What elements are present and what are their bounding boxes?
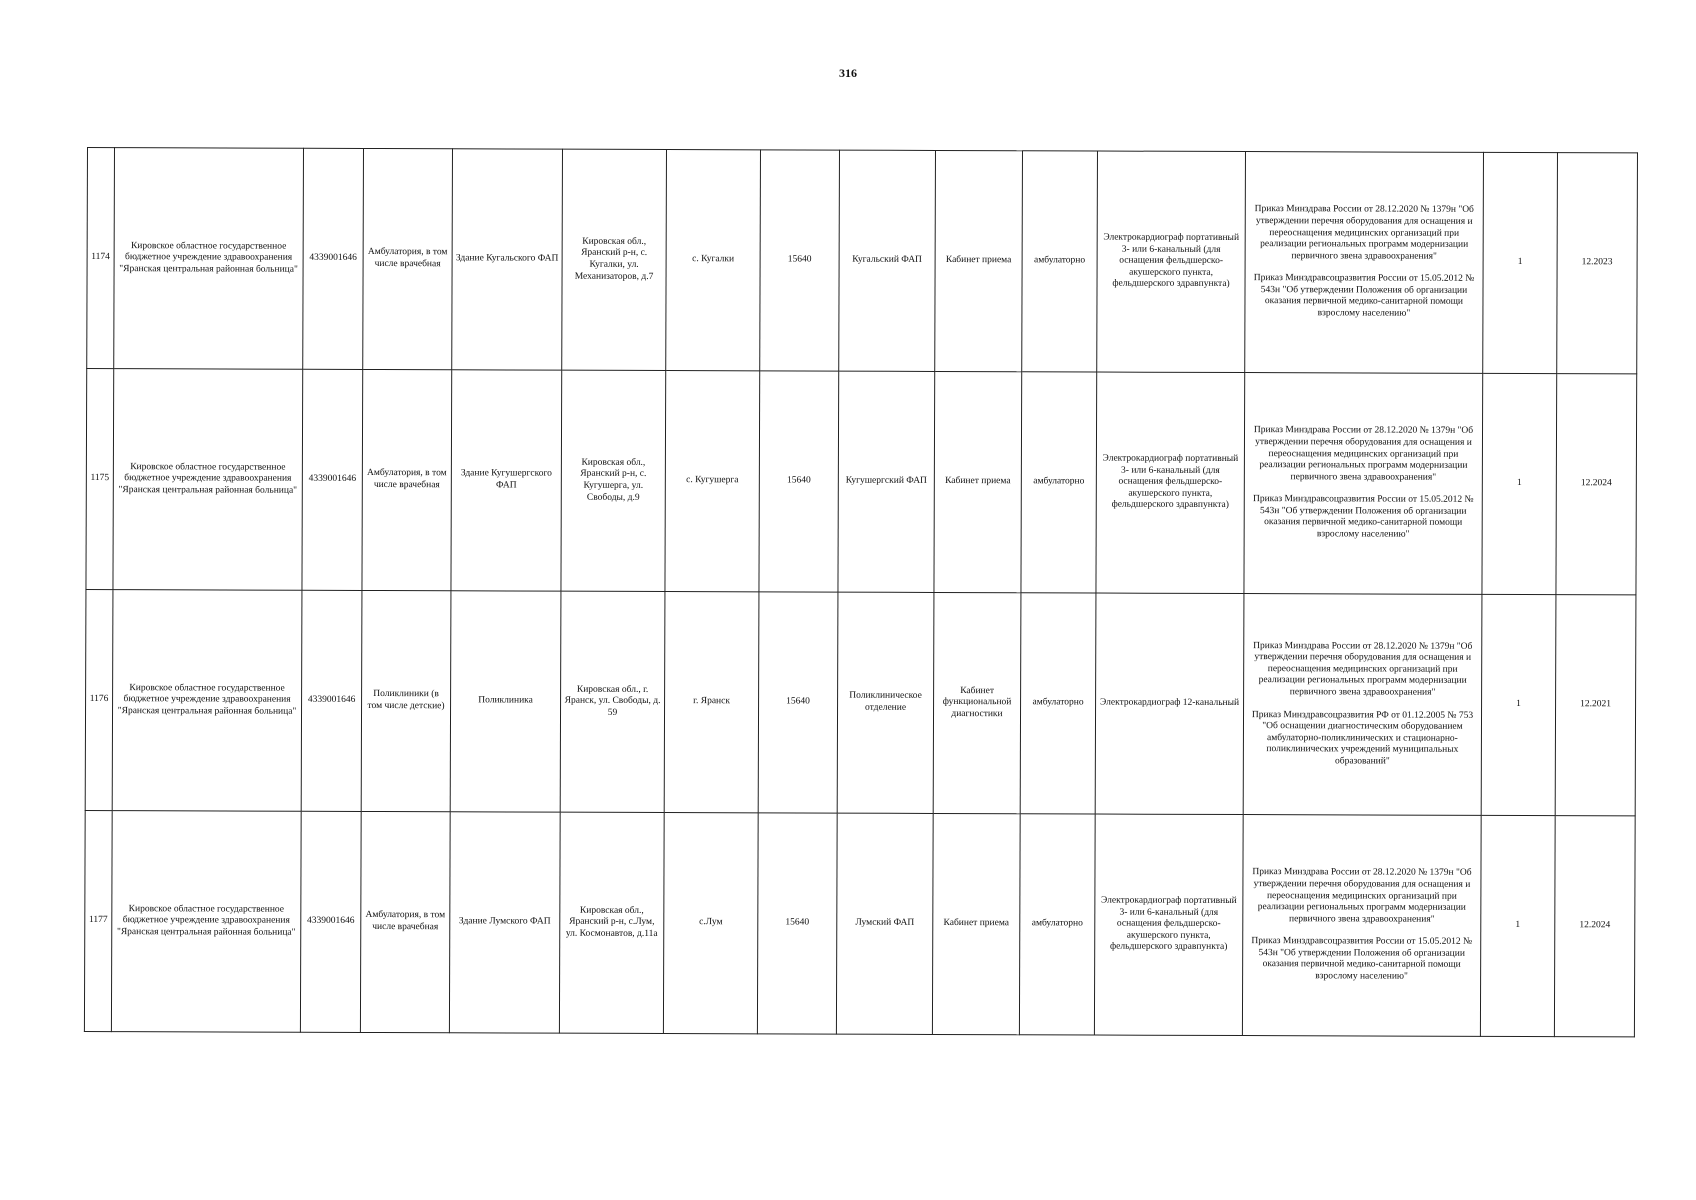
date-cell: 12.2024 bbox=[1556, 374, 1637, 595]
code-cell: 15640 bbox=[758, 592, 838, 813]
quantity-cell: 1 bbox=[1480, 815, 1555, 1036]
regulation-cell bbox=[1245, 152, 1484, 374]
organization-name: Кировское областное государственное бюджетное учреждение здравоохранения "Яранская центральная районная больница" bbox=[113, 369, 303, 591]
row-number: 1174 bbox=[87, 148, 115, 369]
regulation-cell bbox=[1242, 815, 1481, 1037]
code-cell: 15640 bbox=[757, 813, 837, 1034]
facility-type: Поликлиники (в том числе детские) bbox=[361, 590, 451, 811]
building-name: Здание Лумского ФАП bbox=[449, 812, 560, 1033]
organization-name: Кировское областное государственное бюджетное учреждение здравоохранения "Яранская центральная районная больница" bbox=[111, 811, 301, 1033]
equipment-name: Электрокардиограф портативный 3- или 6-канальный (для оснащения фельдшерско-акушерского пункта, фельдшерского здравпункта) bbox=[1097, 151, 1246, 373]
locality-cell: с. Кугушерга bbox=[665, 371, 760, 592]
equipment-name: Электрокардиограф 12-канальный bbox=[1095, 593, 1244, 815]
regulation-primary: Приказ Минздрава России от 28.12.2020 № 1379н "Об утверждении перечня оборудования для оснащения и переоснащения медицинских организаций при реализации региональных программ модернизации первичного звена здравоохранения" bbox=[1253, 640, 1473, 698]
date-cell: 12.2023 bbox=[1557, 153, 1638, 374]
regulation-cell bbox=[1243, 594, 1482, 816]
locality-cell: г. Яранск bbox=[664, 592, 759, 813]
organization-name: Кировское областное государственное бюджетное учреждение здравоохранения "Яранская центральная районная больница" bbox=[114, 148, 304, 370]
table-row bbox=[85, 589, 1636, 815]
equipment-name: Электрокардиограф портативный 3- или 6-канальный (для оснащения фельдшерско-акушерского пункта, фельдшерского здравпункта) bbox=[1094, 814, 1243, 1036]
inn-cell: 4339001646 bbox=[300, 811, 361, 1032]
regulation-primary: Приказ Минздрава России от 28.12.2020 № 1379н "Об утверждении перечня оборудования для оснащения и переоснащения медицинских организаций при реализации региональных программ модернизации первичного звена здравоохранения" bbox=[1252, 867, 1472, 925]
unit-name: Кугальский ФАП bbox=[839, 150, 936, 371]
room-name: Кабинет приема bbox=[932, 813, 1020, 1034]
table-row bbox=[87, 148, 1638, 374]
locality-cell: с. Кугалки bbox=[666, 150, 761, 371]
regulation-secondary: Приказ Минздравсоцразвития России от 15.05.2012 № 543н "Об утверждении Положения об организации оказания первичной медико-санитарной помощи взрослому населению" bbox=[1251, 936, 1473, 982]
code-cell: 15640 bbox=[759, 371, 839, 592]
room-name: Кабинет приема bbox=[935, 150, 1023, 371]
address-cell: Кировская обл., Яранский р-н, с. Кугушерга, ул. Свободы, д.9 bbox=[561, 370, 666, 591]
table-row bbox=[86, 369, 1637, 595]
unit-name: Лумский ФАП bbox=[836, 813, 933, 1034]
regulation-secondary: Приказ Минздравсоцразвития РФ от 01.12.2005 № 753 "Об оснащении диагностическим оборудованием амбулаторно-поликлинических и стационарно-поликлинических учреждений муниципальных образований" bbox=[1251, 709, 1474, 767]
date-cell: 12.2021 bbox=[1555, 595, 1636, 816]
facility-type: Амбулатория, в том числе врачебная bbox=[363, 148, 453, 369]
regulation-primary: Приказ Минздрава России от 28.12.2020 № 1379н "Об утверждении перечня оборудования для оснащения и переоснащения медицинских организаций при реализации региональных программ модернизации первичного звена здравоохранения" bbox=[1253, 425, 1474, 483]
regulation-cell bbox=[1244, 373, 1483, 595]
equipment-name: Электрокардиограф портативный 3- или 6-канальный (для оснащения фельдшерско-акушерского пункта, фельдшерского здравпункта) bbox=[1096, 372, 1245, 594]
page-number: 316 bbox=[839, 66, 857, 80]
building-name: Поликлиника bbox=[450, 591, 561, 812]
code-cell: 15640 bbox=[760, 150, 840, 371]
date-cell: 12.2024 bbox=[1554, 816, 1635, 1037]
inn-cell: 4339001646 bbox=[301, 590, 362, 811]
address-cell: Кировская обл., Яранский р-н, с. Кугалки, ул. Механизаторов, д.7 bbox=[562, 149, 667, 370]
equipment-table bbox=[84, 147, 1638, 1037]
regulation-primary: Приказ Минздрава России от 28.12.2020 № 1379н "Об утверждении перечня оборудования для оснащения и переоснащения медицинских организаций при реализации региональных программ модернизации первичного звена здравоохранения" bbox=[1254, 204, 1474, 262]
address-cell: Кировская обл., Яранский р-н, с.Лум, ул. Космонавтов, д.11а bbox=[559, 812, 664, 1033]
quantity-cell: 1 bbox=[1481, 594, 1556, 815]
locality-cell: с.Лум bbox=[663, 813, 758, 1034]
inn-cell: 4339001646 bbox=[302, 369, 363, 590]
row-number: 1177 bbox=[84, 810, 112, 1031]
care-type: амбулаторно bbox=[1021, 372, 1097, 593]
regulation-secondary: Приказ Минздравсоцразвития России от 15.05.2012 № 543н "Об утверждении Положения об организации оказания первичной медико-санитарной помощи взрослому населению" bbox=[1253, 273, 1475, 319]
unit-name: Кугушергский ФАП bbox=[838, 371, 935, 592]
unit-name: Поликлиническое отделение bbox=[837, 592, 934, 813]
room-name: Кабинет приема bbox=[934, 371, 1022, 592]
care-type: амбулаторно bbox=[1019, 814, 1095, 1035]
address-cell: Кировская обл., г. Яранск, ул. Свободы, д. 59 bbox=[560, 591, 665, 812]
row-number: 1175 bbox=[86, 369, 114, 590]
care-type: амбулаторно bbox=[1022, 151, 1098, 372]
quantity-cell: 1 bbox=[1482, 373, 1557, 594]
organization-name: Кировское областное государственное бюджетное учреждение здравоохранения "Яранская центральная районная больница" bbox=[112, 590, 302, 812]
regulation-secondary: Приказ Минздравсоцразвития России от 15.05.2012 № 543н "Об утверждении Положения об организации оказания первичной медико-санитарной помощи взрослому населению" bbox=[1252, 494, 1474, 540]
row-number: 1176 bbox=[85, 589, 113, 810]
facility-type: Амбулатория, в том числе врачебная bbox=[362, 369, 452, 590]
room-name: Кабинет функциональной диагностики bbox=[933, 592, 1021, 813]
care-type: амбулаторно bbox=[1020, 593, 1096, 814]
building-name: Здание Кугушергского ФАП bbox=[451, 370, 562, 591]
facility-type: Амбулатория, в том числе врачебная bbox=[360, 811, 450, 1032]
quantity-cell: 1 bbox=[1483, 152, 1558, 373]
table-row bbox=[84, 810, 1635, 1036]
inn-cell: 4339001646 bbox=[303, 148, 364, 369]
building-name: Здание Кугальского ФАП bbox=[452, 149, 563, 370]
